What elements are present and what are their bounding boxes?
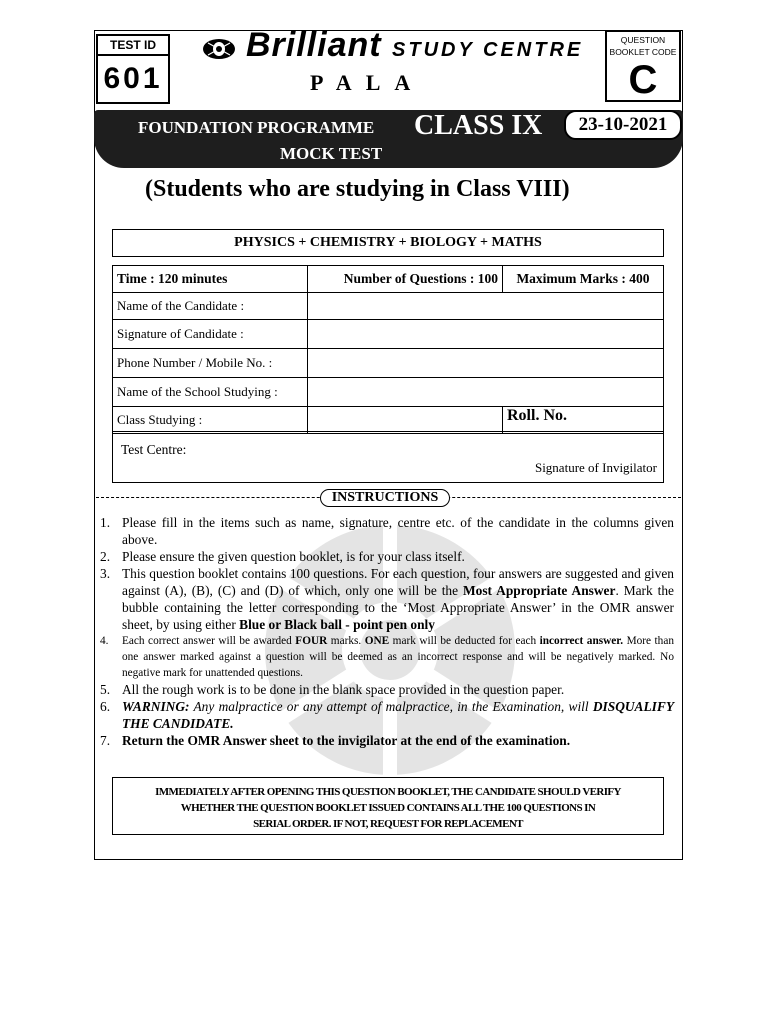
candidate-signature-label: Signature of Candidate : bbox=[113, 320, 308, 349]
candidate-name-field[interactable] bbox=[308, 293, 664, 320]
time-info: Time : 120 minutes bbox=[113, 266, 308, 293]
instruction-number: 6. bbox=[100, 699, 111, 714]
exam-date: 23-10-2021 bbox=[564, 110, 682, 140]
brand-subtitle: STUDY CENTRE bbox=[392, 39, 584, 61]
instruction-number: 4. bbox=[100, 635, 109, 647]
candidate-form bbox=[112, 265, 664, 434]
instructions-title: INSTRUCTIONS bbox=[320, 489, 450, 507]
invigilator-signature-label: Signature of Invigilator bbox=[534, 460, 657, 475]
instruction-text: marks. bbox=[327, 635, 365, 647]
booklet-code-label bbox=[607, 34, 679, 58]
notice-line: SERIAL ORDER. IF NOT, REQUEST FOR REPLACEMENT bbox=[253, 818, 523, 830]
brand-title bbox=[246, 26, 583, 65]
instruction-item bbox=[100, 514, 674, 548]
test-id-label: TEST ID bbox=[98, 36, 168, 56]
booklet-code-label-line2: BOOKLET CODE bbox=[609, 47, 677, 57]
phone-label: Phone Number / Mobile No. : bbox=[113, 349, 308, 378]
location-label: PALA bbox=[310, 70, 425, 95]
instruction-emphasis: Blue or Black ball - point pen only bbox=[239, 617, 435, 632]
test-id-value: 601 bbox=[103, 62, 163, 95]
test-centre-label: Test Centre: bbox=[121, 442, 187, 457]
instruction-text: mark will be deducted for each bbox=[389, 635, 540, 647]
instruction-item bbox=[100, 698, 674, 732]
instruction-number: 1. bbox=[100, 515, 111, 530]
questions-info: Number of Questions : 100 bbox=[308, 266, 503, 293]
class-label: CLASS IX bbox=[414, 110, 543, 141]
instruction-emphasis: FOUR bbox=[295, 635, 328, 647]
candidate-name-label: Name of the Candidate : bbox=[113, 293, 308, 320]
instructions-list bbox=[100, 514, 674, 749]
marks-info: Maximum Marks : 400 bbox=[503, 266, 664, 293]
instruction-emphasis: WARNING: bbox=[122, 699, 190, 714]
logo-icon bbox=[202, 38, 236, 60]
instruction-item bbox=[100, 633, 674, 681]
instruction-item bbox=[100, 548, 674, 565]
phone-field[interactable] bbox=[308, 349, 664, 378]
instruction-number: 3. bbox=[100, 566, 111, 581]
roll-no-label: Roll. No. bbox=[503, 407, 664, 434]
instruction-text: Any malpractice or any attempt of malpractice, in the Examination, will bbox=[189, 699, 593, 714]
instruction-text: Each correct answer will be awarded bbox=[122, 635, 296, 647]
instruction-item bbox=[100, 732, 674, 749]
exam-info-row bbox=[113, 266, 664, 293]
instruction-number: 7. bbox=[100, 733, 111, 748]
form-row bbox=[113, 293, 664, 320]
school-field[interactable] bbox=[308, 378, 664, 407]
instruction-text: All the rough work is to be done in the blank space provided in the question paper. bbox=[122, 682, 565, 697]
instruction-text: Please fill in the items such as name, signature, centre etc. of the candidate in the columns given above. bbox=[122, 515, 674, 547]
instruction-item bbox=[100, 681, 674, 698]
instruction-item bbox=[100, 565, 674, 633]
instruction-text: Please ensure the given question booklet, is for your class itself. bbox=[122, 549, 465, 564]
notice-line: IMMEDIATELY AFTER OPENING THIS QUESTION BOOKLET, THE CANDIDATE SHOULD VERIFY bbox=[155, 786, 621, 798]
instruction-text: . Mark the bubble containing the letter corresponding to the ‘Most Appropriate Answer’ in the OMR answer sheet, by using either bbox=[122, 583, 674, 632]
school-label: Name of the School Studying : bbox=[113, 378, 308, 407]
form-row bbox=[113, 349, 664, 378]
instruction-text: Return the OMR Answer sheet to the invigilator at the end of the examination. bbox=[122, 733, 571, 748]
brand-name: Brilliant bbox=[246, 26, 382, 64]
subjects-box: PHYSICS + CHEMISTRY + BIOLOGY + MATHS bbox=[112, 229, 664, 257]
instruction-emphasis: Most Appropriate Answer bbox=[463, 583, 616, 598]
instruction-number: 2. bbox=[100, 549, 111, 564]
form-row bbox=[113, 320, 664, 349]
verification-notice bbox=[112, 777, 664, 835]
instruction-emphasis: DISQUALIFY THE CANDIDATE. bbox=[122, 699, 674, 731]
form-row bbox=[113, 407, 664, 434]
instruction-emphasis: ONE bbox=[364, 635, 390, 647]
test-centre-box bbox=[112, 431, 664, 483]
booklet-code-value: C bbox=[628, 58, 658, 102]
booklet-code-box bbox=[605, 30, 681, 102]
eligibility-note: (Students who are studying in Class VIII) bbox=[145, 176, 570, 202]
instruction-emphasis: incorrect answer. bbox=[539, 635, 624, 647]
form-row bbox=[113, 378, 664, 407]
class-studying-label: Class Studying : bbox=[113, 407, 308, 434]
notice-line: WHETHER THE QUESTION BOOKLET ISSUED CONTAINS ALL THE 100 QUESTIONS IN bbox=[180, 802, 596, 814]
instruction-number: 5. bbox=[100, 682, 111, 697]
exam-type: MOCK TEST bbox=[280, 144, 383, 163]
programme-title: FOUNDATION PROGRAMME bbox=[138, 118, 375, 137]
test-id-box bbox=[96, 34, 170, 104]
instruction-text: More than one answer marked against a question will be deemed as an incorrect response and will be negatively marked. No negative mark for unattended questions. bbox=[122, 635, 674, 679]
candidate-signature-field[interactable] bbox=[308, 320, 664, 349]
class-studying-field[interactable] bbox=[308, 407, 503, 434]
booklet-code-label-line1: QUESTION bbox=[620, 35, 666, 45]
instruction-text: This question booklet contains 100 questions. For each question, four answers are suggested and given against (A), (B), (C) and (D) of which, only one will be the bbox=[122, 566, 674, 598]
